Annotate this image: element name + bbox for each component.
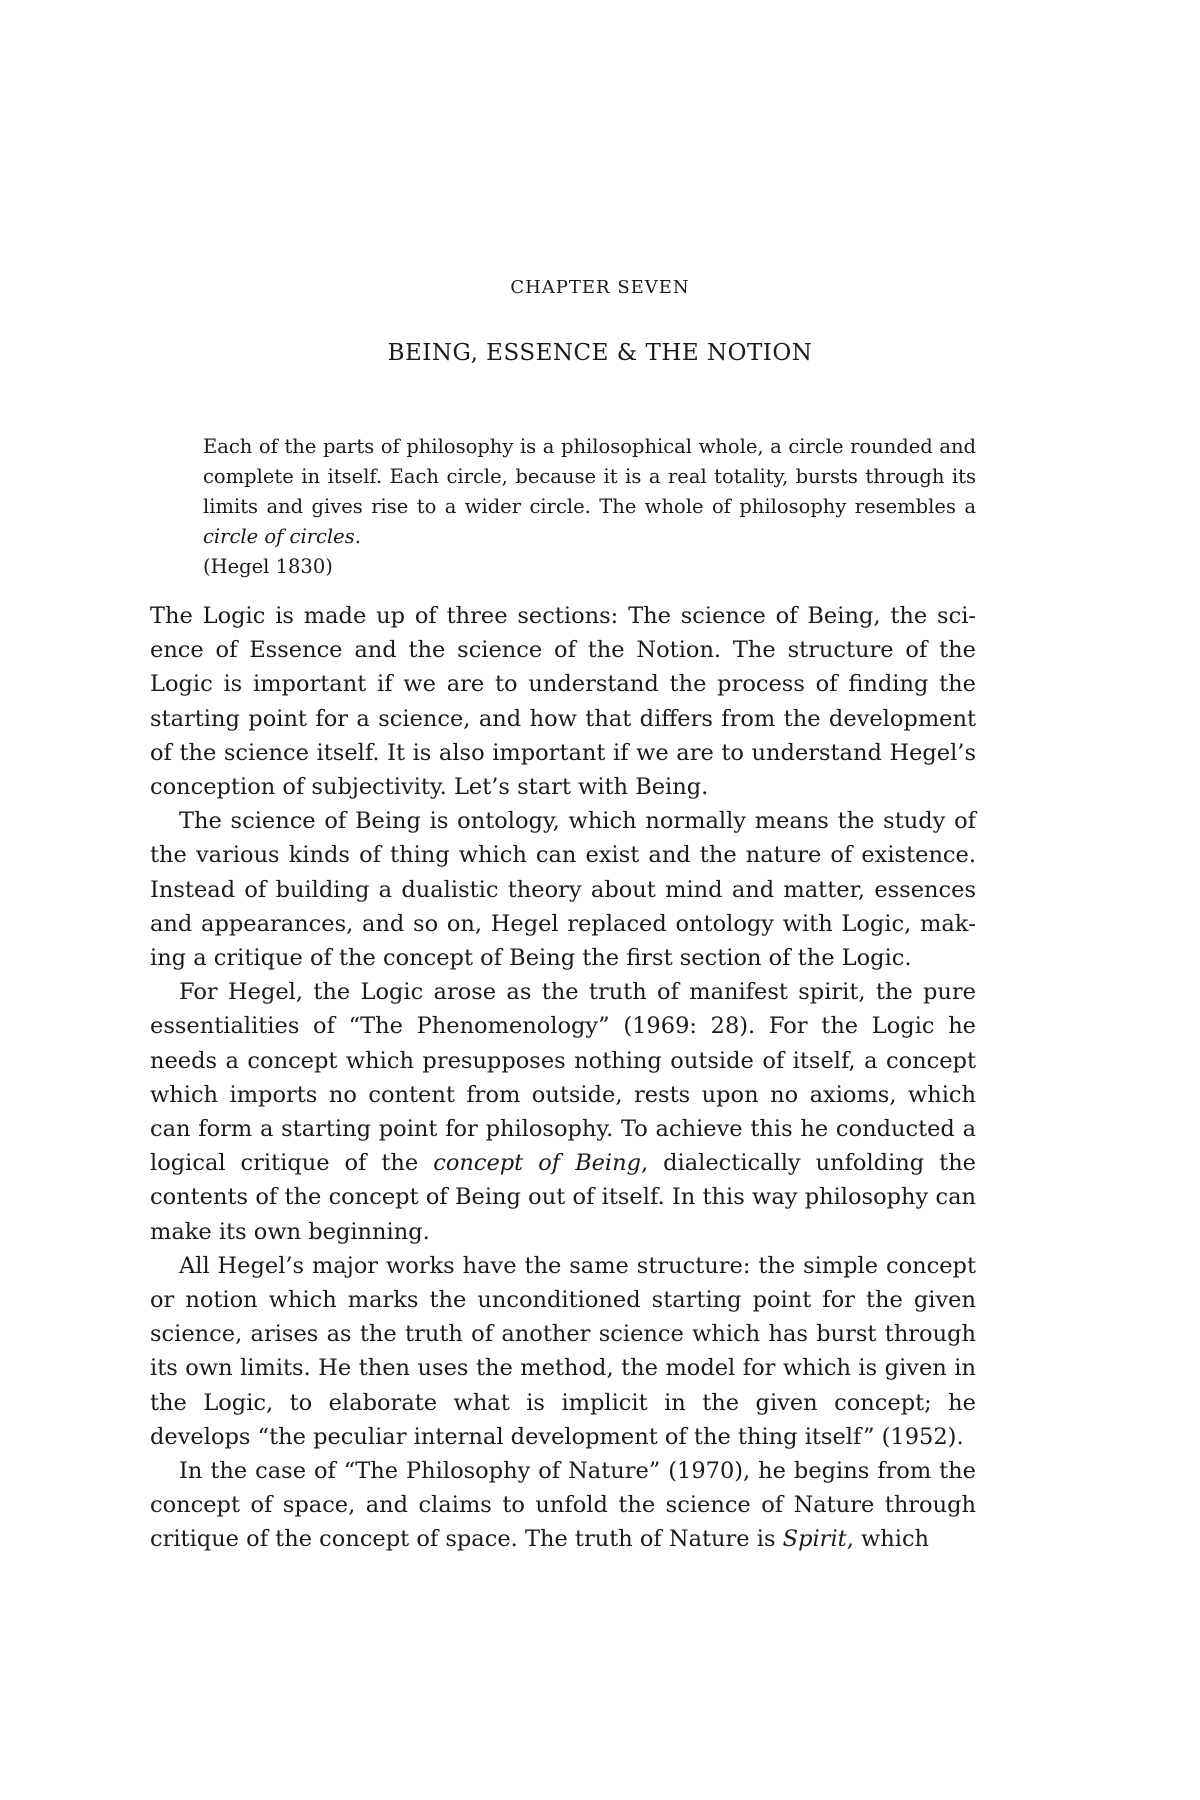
chapter-label: CHAPTER SEVEN: [510, 277, 690, 298]
paragraph-5-text: In the case of “The Philosophy of Nature” (1970), he begins from the concept of space, and claims to unfold the science of Nature through critique of the concept of space. The truth of Nature is: [150, 1458, 976, 1553]
body-text: [150, 599, 976, 1557]
paragraph-3-italic: concept of Being: [433, 1150, 642, 1177]
paragraph-3: [150, 975, 976, 1249]
epigraph-text-end: .: [354, 525, 361, 548]
paragraph-5-italic: Spirit: [782, 1526, 847, 1553]
paragraph-5: [150, 1454, 976, 1557]
paragraph-2: The science of Being is ontology, which normally means the study of the various kinds of thing which can exist and the nature of existence. Instead of building a dualistic theory about mind and matter, essences and appearances, and so on, Hegel replaced ontology with Logic, making a critique of the concept of Being the first section of the Logic.: [150, 808, 976, 972]
chapter-title: BEING, ESSENCE & THE NOTION: [387, 340, 813, 366]
paragraph-1: The Logic is made up of three sections: The science of Being, the science of Essence and the science of the Notion. The structure of the Logic is important if we are to understand the process of finding the starting point for a science, and how that differs from the development of the science itself. It is also important if we are to understand Hegel’s conception of subjectivity. Let’s start with Being.: [150, 603, 976, 801]
paragraph-4: All Hegel’s major works have the same structure: the simple concept or notion which marks the unconditioned starting point for the given science, arises as the truth of another science which has burst through its own limits. He then uses the method, the model for which is given in the Logic, to elaborate what is implicit in the given concept; he develops “the peculiar internal development of the thing itself” (1952).: [150, 1252, 976, 1450]
epigraph-citation: (Hegel 1830): [203, 555, 333, 578]
paragraph-3-text: For Hegel, the Logic arose as the truth of manifest spirit, the pure essentialities of “The Phenomenology” (1969: 28). For the Logic he needs a concept which presupposes nothing outside of itself, a concept which imports no content from outside, rests upon no axioms, which can form a starting point for philosophy. To achieve this he conducted a logical critique of the: [150, 979, 976, 1177]
paragraph-5-text-end: , which: [846, 1526, 930, 1553]
paragraph-3-text-end: , dialectically unfolding the contents of the concept of Being out of itself. In this way philosophy can make its own beginning.: [150, 1150, 977, 1245]
epigraph-text: Each of the parts of philosophy is a philosophical whole, a circle rounded and complete in itself. Each circle, because it is a real totality, bursts through its limits and gives rise to a wider circle. The whole of philosophy resembles a: [203, 435, 976, 518]
epigraph-quote: [203, 432, 976, 552]
epigraph: [203, 432, 976, 582]
epigraph-italic: circle of circles: [203, 525, 355, 548]
